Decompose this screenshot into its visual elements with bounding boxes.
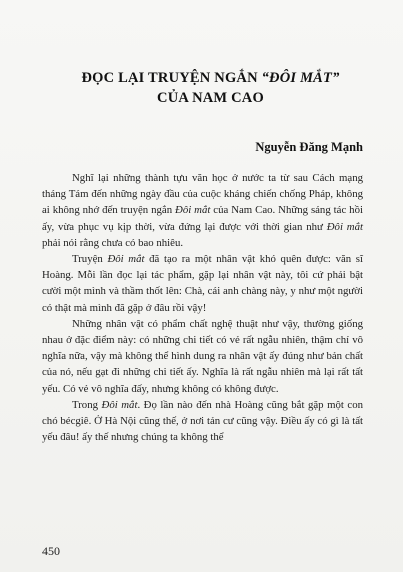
paragraph-3-text: Những nhân vật có phẩm chất nghệ thuật như vậy, thường giống nhau ở đặc điểm này: có những chi tiết có vẻ rất ngẫu nhiên, thậm chí vô nghĩa nữa, vậy mà không thể hình dung ra nhân vật ấy đúng như bản chất của nó, nếu gạt đi những chi tiết ấy. Nghĩa là rất ngẫu nhiên mà lại rất tất yếu. Có vẻ vô nghĩa đấy, nhưng không có không được.: [42, 317, 363, 395]
author-name: Nguyễn Đăng Mạnh: [255, 140, 363, 154]
paragraph-2-italic: Đôi mắt: [107, 253, 145, 266]
paragraph-1-text-a: Nghĩ lại những thành tựu văn học ở nước ta từ sau Cách mạng tháng Tám đến những ngày đầu của cuộc kháng chiến chống Pháp, không ai không nhớ đến truyện ngắn: [42, 172, 363, 217]
title-line-1-text: ĐỌC LẠI TRUYỆN NGẮN: [81, 70, 262, 86]
paragraph-2-text-a: Truyện: [72, 253, 108, 266]
paragraph-4-text-a: Trong: [72, 398, 102, 411]
paragraph-1-italic-b: Đôi mắt: [326, 220, 364, 233]
paragraph-1-text-b: của Nam Cao. Những sáng tác hồi ấy, vừa phục vụ kịp thời, vừa đứng lại được với thời gian như: [42, 204, 363, 233]
title-line-1-italic: “ĐÔI MẮT”: [261, 70, 340, 86]
title-line-2: CỦA NAM CAO: [157, 90, 264, 106]
body-text: [42, 170, 363, 445]
paragraph-3: [42, 316, 363, 397]
paragraph-1-italic-a: Đôi mắt: [175, 204, 211, 217]
chapter-title: [60, 68, 361, 108]
paragraph-4-text-b: . Đọ lần nào đến nhà Hoàng cũng bắt gặp một con chó bécgiê. Ở Hà Nội cũng thế, ở nơi tản cư cũng vậy. Điều ấy có gì là tất yếu đâu! ấy thế nhưng chúng ta không thể: [42, 398, 363, 444]
paragraph-2: [42, 251, 363, 316]
paragraph-1-text-c: phải nói rằng chưa có bao nhiêu.: [42, 236, 184, 249]
paragraph-2-text-b: đã tạo ra một nhân vật khó quên được: văn sĩ Hoàng. Mỗi lần đọc lại tác phẩm, gặp lại nhân vật này, tôi cứ phải bật cười một mình và thầm thốt lên: Chà, cái anh chàng này, y như một người có thật mà mình đã gặp ở đâu rồi vậy!: [42, 253, 363, 314]
title-line-1: [60, 68, 361, 88]
page-number: 450: [42, 544, 60, 558]
paragraph-4-italic: Đôi mắt: [101, 398, 138, 411]
paragraph-1: [42, 170, 363, 251]
paragraph-4: [42, 397, 363, 446]
